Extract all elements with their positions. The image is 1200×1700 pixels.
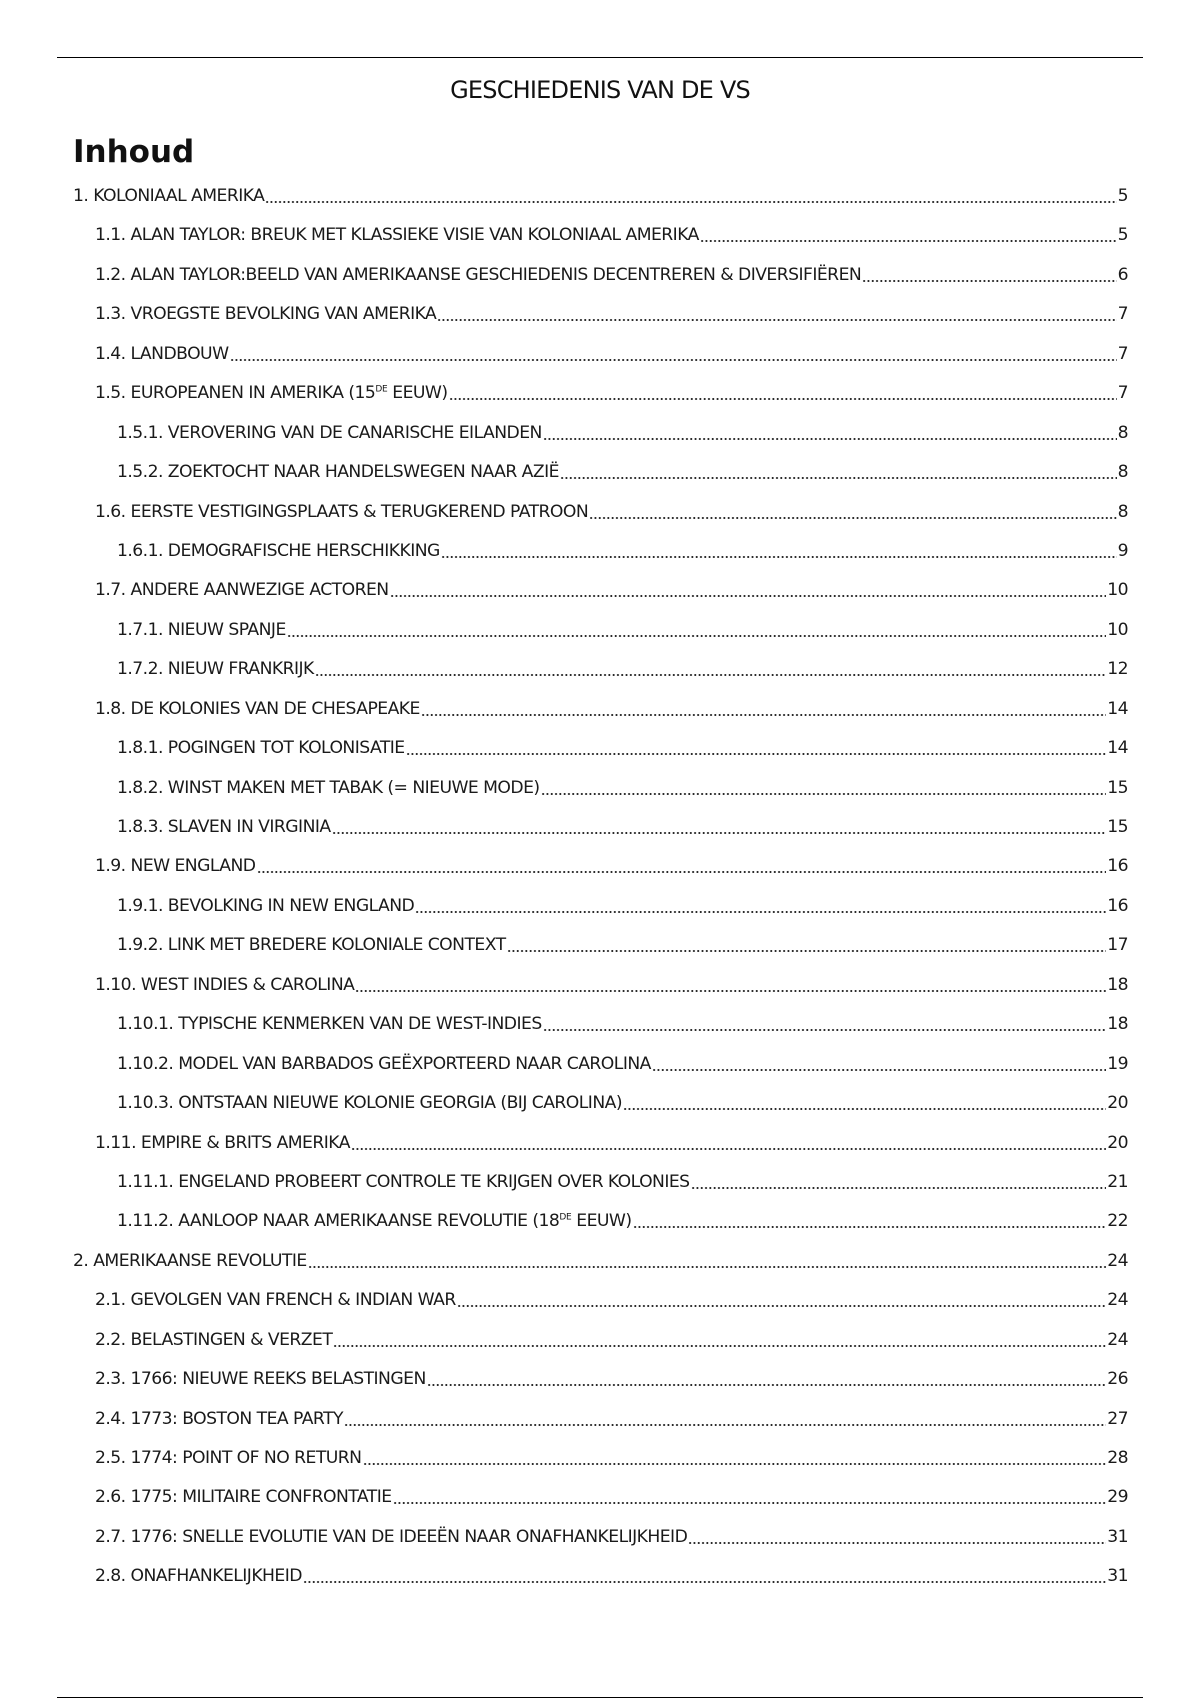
toc-entry[interactable] — [73, 1566, 1128, 1605]
dot-leader — [332, 817, 1107, 835]
toc-entry-title: 1.9. NEW ENGLAND — [95, 856, 256, 877]
table-of-contents — [73, 186, 1128, 1606]
dot-leader — [333, 1330, 1106, 1348]
toc-page-number: 31 — [1107, 1566, 1128, 1587]
ordinal-superscript: DE — [559, 1212, 572, 1223]
dot-leader — [560, 462, 1117, 480]
toc-entry[interactable] — [73, 620, 1128, 659]
toc-page-number: 7 — [1117, 343, 1128, 364]
toc-entry-title: 1.5. EUROPEANEN IN AMERIKA (15DE EEUW) — [95, 383, 448, 404]
toc-page-number: 6 — [1117, 264, 1128, 285]
toc-page-number: 22 — [1107, 1211, 1128, 1232]
toc-entry-title: 1. KOLONIAAL AMERIKA — [73, 186, 265, 206]
toc-entry-title: 2.3. 1766: NIEUWE REEKS BELASTINGEN — [95, 1369, 426, 1390]
dot-leader — [633, 1211, 1107, 1229]
toc-entry-title: 1.1. ALAN TAYLOR: BREUK MET KLASSIEKE VISIE VAN KOLONIAAL AMERIKA — [95, 225, 699, 246]
toc-page-number: 31 — [1107, 1526, 1128, 1547]
toc-page-number: 7 — [1117, 383, 1128, 404]
dot-leader — [351, 1133, 1106, 1151]
toc-page-number: 18 — [1107, 1014, 1128, 1035]
toc-entry-title: 2.4. 1773: BOSTON TEA PARTY — [95, 1408, 343, 1429]
dot-leader — [691, 1172, 1107, 1190]
toc-page-number: 12 — [1107, 659, 1128, 680]
toc-entry-title: 1.10. WEST INDIES & CAROLINA — [95, 974, 355, 995]
footer-rule — [57, 1697, 1143, 1698]
toc-entry-title: 2.5. 1774: POINT OF NO RETURN — [95, 1448, 362, 1468]
toc-entry-title: 1.7.1. NIEUW SPANJE — [117, 619, 286, 640]
toc-page-number: 16 — [1107, 856, 1128, 877]
toc-entry-title: 1.10.3. ONTSTAAN NIEUWE KOLONIE GEORGIA (BIJ CAROLINA) — [117, 1093, 622, 1114]
toc-entry-title: 1.7.2. NIEUW FRANKRIJK — [117, 659, 314, 680]
toc-entry[interactable] — [73, 778, 1128, 817]
toc-entry[interactable] — [73, 896, 1128, 935]
dot-leader — [688, 1527, 1106, 1545]
toc-entry[interactable] — [73, 1369, 1128, 1408]
toc-entry[interactable] — [73, 975, 1128, 1014]
toc-entry-title: 1.2. ALAN TAYLOR:BEELD VAN AMERIKAANSE GESCHIEDENIS DECENTREREN & DIVERSIFIËREN — [95, 264, 862, 285]
toc-entry-title: 1.9.1. BEVOLKING IN NEW ENGLAND — [117, 895, 415, 916]
dot-leader — [441, 541, 1117, 559]
toc-entry-title: 1.6.1. DEMOGRAFISCHE HERSCHIKKING — [117, 540, 440, 561]
toc-entry[interactable] — [73, 423, 1128, 462]
toc-entry-title: 1.11.1. ENGELAND PROBEERT CONTROLE TE KRIJGEN OVER KOLONIES — [117, 1171, 690, 1192]
toc-entry-title: 2.7. 1776: SNELLE EVOLUTIE VAN DE IDEEËN NAAR ONAFHANKELIJKHEID — [95, 1526, 688, 1547]
toc-page-number: 8 — [1117, 422, 1128, 443]
toc-heading: Inhoud — [73, 134, 195, 170]
toc-entry[interactable] — [73, 1211, 1128, 1250]
toc-entry-title: 1.4. LANDBOUW — [95, 343, 229, 364]
toc-entry[interactable] — [73, 935, 1128, 974]
toc-entry-title: 1.11. EMPIRE & BRITS AMERIKA — [95, 1132, 350, 1153]
toc-page-number: 14 — [1107, 738, 1128, 759]
dot-leader — [652, 1054, 1106, 1072]
toc-entry[interactable] — [73, 1054, 1128, 1093]
toc-entry[interactable] — [73, 383, 1128, 422]
toc-page-number: 24 — [1107, 1250, 1128, 1271]
toc-entry[interactable] — [73, 1487, 1128, 1526]
toc-entry[interactable] — [73, 225, 1128, 264]
toc-entry[interactable] — [73, 1409, 1128, 1448]
toc-entry-title: 1.5.1. VEROVERING VAN DE CANARISCHE EILANDEN — [117, 422, 542, 443]
ordinal-superscript: DE — [375, 384, 388, 395]
toc-entry[interactable] — [73, 1330, 1128, 1369]
dot-leader — [421, 699, 1106, 717]
dot-leader — [437, 304, 1116, 322]
toc-entry-title: 2.6. 1775: MILITAIRE CONFRONTATIE — [95, 1487, 392, 1508]
toc-entry-title: 1.10.1. TYPISCHE KENMERKEN VAN DE WEST-INDIES — [117, 1014, 542, 1035]
toc-entry[interactable] — [73, 1290, 1128, 1329]
toc-page-number: 16 — [1107, 895, 1128, 916]
toc-entry[interactable] — [73, 304, 1128, 343]
toc-page-number: 5 — [1117, 186, 1128, 206]
dot-leader — [393, 1487, 1107, 1505]
toc-entry-title: 1.3. VROEGSTE BEVOLKING VAN AMERIKA — [95, 304, 437, 325]
toc-entry[interactable] — [73, 699, 1128, 738]
toc-entry[interactable] — [73, 1172, 1128, 1211]
toc-entry[interactable] — [73, 265, 1128, 304]
toc-entry[interactable] — [73, 1093, 1128, 1132]
toc-entry[interactable] — [73, 1448, 1128, 1487]
toc-entry-title: 1.6. EERSTE VESTIGINGSPLAATS & TERUGKEREND PATROON — [95, 501, 589, 522]
toc-entry[interactable] — [73, 738, 1128, 777]
dot-leader — [415, 896, 1106, 914]
dot-leader — [315, 659, 1106, 677]
dot-leader — [541, 778, 1107, 796]
dot-leader — [449, 383, 1117, 401]
toc-entry[interactable] — [73, 817, 1128, 856]
toc-page-number: 7 — [1117, 304, 1128, 325]
toc-page-number: 20 — [1107, 1093, 1128, 1114]
toc-page-number: 26 — [1107, 1369, 1128, 1390]
toc-entry[interactable] — [73, 1251, 1128, 1290]
dot-leader — [363, 1448, 1107, 1466]
toc-page-number: 15 — [1107, 817, 1128, 837]
toc-entry[interactable] — [73, 462, 1128, 501]
dot-leader — [457, 1290, 1106, 1308]
toc-page-number: 18 — [1107, 974, 1128, 995]
toc-page-number: 24 — [1107, 1290, 1128, 1311]
toc-entry-title: 2.2. BELASTINGEN & VERZET — [95, 1329, 333, 1350]
toc-entry-title: 1.8.3. SLAVEN IN VIRGINIA — [117, 817, 331, 837]
toc-entry[interactable] — [73, 186, 1128, 225]
dot-leader — [700, 225, 1117, 243]
toc-entry[interactable] — [73, 502, 1128, 541]
toc-page-number: 10 — [1107, 619, 1128, 640]
toc-page-number: 8 — [1117, 462, 1128, 483]
toc-entry-title: 2.1. GEVOLGEN VAN FRENCH & INDIAN WAR — [95, 1290, 456, 1311]
toc-page-number: 28 — [1107, 1448, 1128, 1468]
document-header-title: GESCHIEDENIS VAN DE VS — [450, 76, 750, 104]
toc-page-number: 14 — [1107, 698, 1128, 719]
toc-entry-title: 1.5.2. ZOEKTOCHT NAAR HANDELSWEGEN NAAR AZIË — [117, 462, 559, 483]
toc-page-number: 10 — [1107, 580, 1128, 601]
toc-entry[interactable] — [73, 541, 1128, 580]
toc-entry-title: 1.11.2. AANLOOP NAAR AMERIKAANSE REVOLUTIE (18DE EEUW) — [117, 1211, 632, 1232]
toc-page-number: 17 — [1107, 935, 1128, 956]
toc-entry[interactable] — [73, 580, 1128, 619]
toc-entry-title: 1.8.1. POGINGEN TOT KOLONISATIE — [117, 738, 405, 759]
dot-leader — [507, 935, 1107, 953]
toc-page-number: 8 — [1117, 501, 1128, 522]
toc-entry-title: 1.8.2. WINST MAKEN MET TABAK (= NIEUWE MODE) — [117, 777, 540, 798]
toc-entry-title: 2.8. ONAFHANKELIJKHEID — [95, 1566, 302, 1587]
dot-leader — [287, 620, 1106, 638]
toc-page-number: 27 — [1107, 1408, 1128, 1429]
toc-entry[interactable] — [73, 1527, 1128, 1566]
dot-leader — [308, 1251, 1107, 1269]
dot-leader — [427, 1369, 1106, 1387]
dot-leader — [589, 502, 1116, 520]
dot-leader — [265, 186, 1116, 204]
toc-entry[interactable] — [73, 659, 1128, 698]
dot-leader — [230, 344, 1117, 362]
dot-leader — [862, 265, 1116, 283]
toc-page-number: 19 — [1107, 1053, 1128, 1074]
dot-leader — [406, 738, 1107, 756]
toc-page-number: 20 — [1107, 1132, 1128, 1153]
toc-page-number: 5 — [1117, 225, 1128, 246]
toc-page-number: 21 — [1107, 1171, 1128, 1192]
toc-entry-title: 2. AMERIKAANSE REVOLUTIE — [73, 1250, 307, 1271]
toc-entry-title: 1.9.2. LINK MET BREDERE KOLONIALE CONTEXT — [117, 935, 506, 956]
toc-entry[interactable] — [73, 1133, 1128, 1172]
toc-page-number: 24 — [1107, 1329, 1128, 1350]
dot-leader — [257, 856, 1107, 874]
dot-leader — [543, 423, 1117, 441]
toc-entry[interactable] — [73, 856, 1128, 895]
dot-leader — [623, 1093, 1106, 1111]
toc-entry-title: 1.8. DE KOLONIES VAN DE CHESAPEAKE — [95, 698, 420, 719]
toc-page-number: 15 — [1107, 777, 1128, 798]
toc-page-number: 9 — [1117, 540, 1128, 561]
dot-leader — [355, 975, 1106, 993]
toc-page-number: 29 — [1107, 1487, 1128, 1508]
dot-leader — [303, 1566, 1106, 1584]
dot-leader — [543, 1014, 1107, 1032]
toc-entry-title: 1.10.2. MODEL VAN BARBADOS GEËXPORTEERD NAAR CAROLINA — [117, 1053, 651, 1074]
toc-entry[interactable] — [73, 1014, 1128, 1053]
toc-entry[interactable] — [73, 344, 1128, 383]
dot-leader — [344, 1409, 1106, 1427]
header-rule — [57, 57, 1143, 58]
toc-entry-title: 1.7. ANDERE AANWEZIGE ACTOREN — [95, 580, 389, 601]
dot-leader — [390, 580, 1107, 598]
